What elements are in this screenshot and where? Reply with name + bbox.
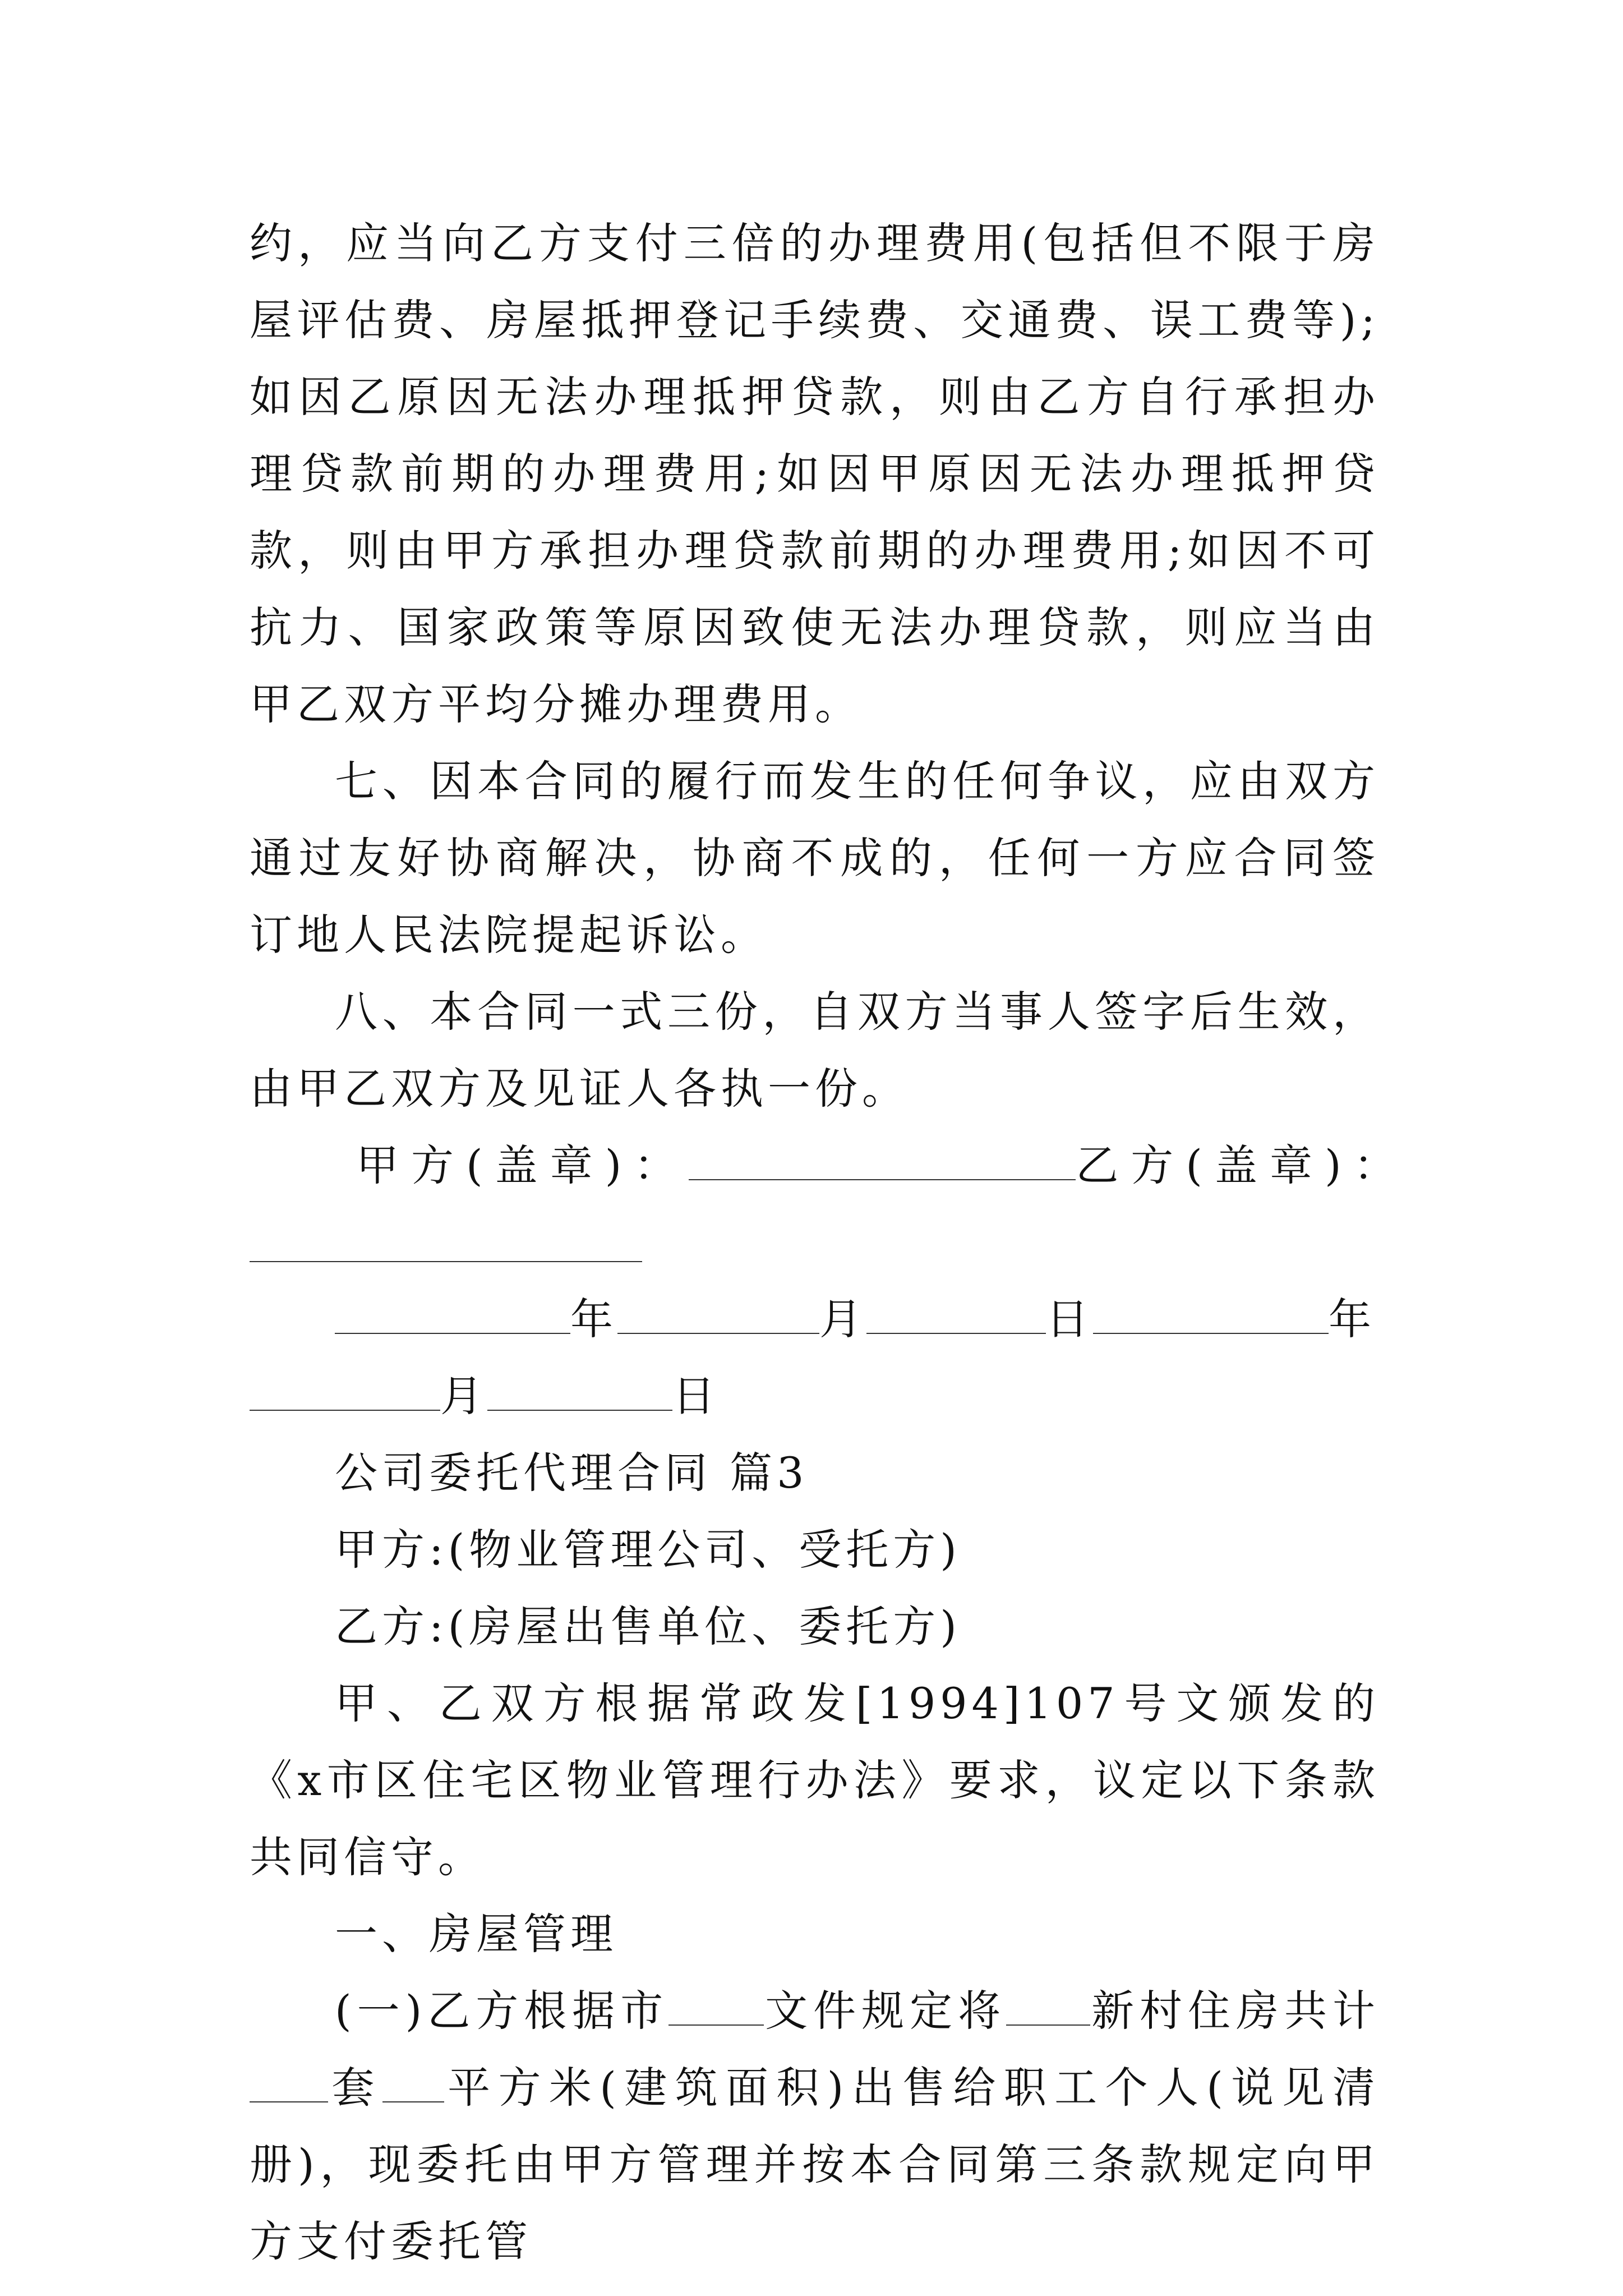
party-b-day-label: 日 — [672, 1371, 720, 1421]
party-b-day-blank — [487, 1374, 672, 1411]
party-b-month-label: 月 — [440, 1371, 487, 1421]
party-b-signature-blank — [250, 1225, 642, 1262]
paragraph-fee-clause: 约，应当向乙方支付三倍的办理费用(包括但不限于房屋评估费、房屋抵押登记手续费、交通费、误工费等);如因乙原因无法办理抵押贷款，则由乙方自行承担办理贷款前期的办理费用;如因甲原因无法办理抵押贷款，则由甲方承担办理贷款前期的办理费用;如因不可抗力、国家政策等原因致使无法办理贷款，则应当由甲乙双方平均分摊办理费用。 — [250, 218, 1380, 729]
party-b-signature-row — [250, 1204, 1380, 1281]
clause-one-text-3: 新村住房共计 — [1090, 1986, 1380, 2036]
unit-count-blank — [250, 2065, 328, 2102]
clause-one-text-5: 平方米(建筑面积)出售给职工个人(说见清册)，现委托由甲方管理并按本合同第三条款规定向甲方支付委托管 — [250, 2063, 1380, 2266]
party-b-seal-label: 乙方(盖章)： — [1076, 1140, 1409, 1190]
clause-one-text-2: 文件规定将 — [764, 1986, 1007, 2036]
party-a-signature-blank — [689, 1143, 1076, 1180]
party-a-month-blank — [617, 1297, 819, 1334]
party-a-day-blank — [866, 1297, 1046, 1334]
city-document-blank — [668, 1989, 764, 2026]
date-row-1 — [250, 1281, 1380, 1358]
village-name-blank — [1006, 1989, 1090, 2026]
signature-row — [250, 1127, 1409, 1204]
party-b-year-blank — [1093, 1297, 1329, 1334]
paragraph-copies-clause: 八、本合同一式三份，自双方当事人签字后生效，由甲乙双方及见证人各执一份。 — [250, 987, 1380, 1114]
party-b-line: 乙方:(房屋出售单位、委托方) — [335, 1602, 961, 1651]
heading-housing-management: 一、房屋管理 — [335, 1909, 617, 1959]
party-a-year-blank — [335, 1297, 570, 1334]
clause-one-paragraph — [250, 1972, 1380, 2280]
party-a-day-label: 日 — [1046, 1294, 1093, 1344]
clause-one-text-1: (一)乙方根据市 — [335, 1986, 669, 2036]
party-b-year-label: 年 — [1329, 1294, 1376, 1344]
paragraph-dispute-clause: 七、因本合同的履行而发生的任何争议，应由双方通过友好协商解决，协商不成的，任何一方应合同签订地人民法院提起诉讼。 — [250, 756, 1380, 960]
party-a-seal-label: 甲方(盖章)： — [356, 1140, 689, 1190]
clause-one-text-4: 套 — [328, 2063, 382, 2113]
party-a-month-label: 月 — [819, 1294, 866, 1344]
date-row-2 — [250, 1358, 1380, 1434]
area-blank — [382, 2065, 444, 2102]
section-title: 公司委托代理合同 篇3 — [335, 1448, 809, 1498]
intro-paragraph: 甲、乙双方根据常政发[1994]107号文颁发的《x市区住宅区物业管理行办法》要求，议定以下条款共同信守。 — [250, 1678, 1380, 1882]
party-a-year-label: 年 — [570, 1294, 617, 1344]
party-b-month-blank — [250, 1374, 440, 1411]
party-a-line: 甲方:(物业管理公司、受托方) — [335, 1525, 961, 1575]
document-body — [250, 205, 1409, 2280]
